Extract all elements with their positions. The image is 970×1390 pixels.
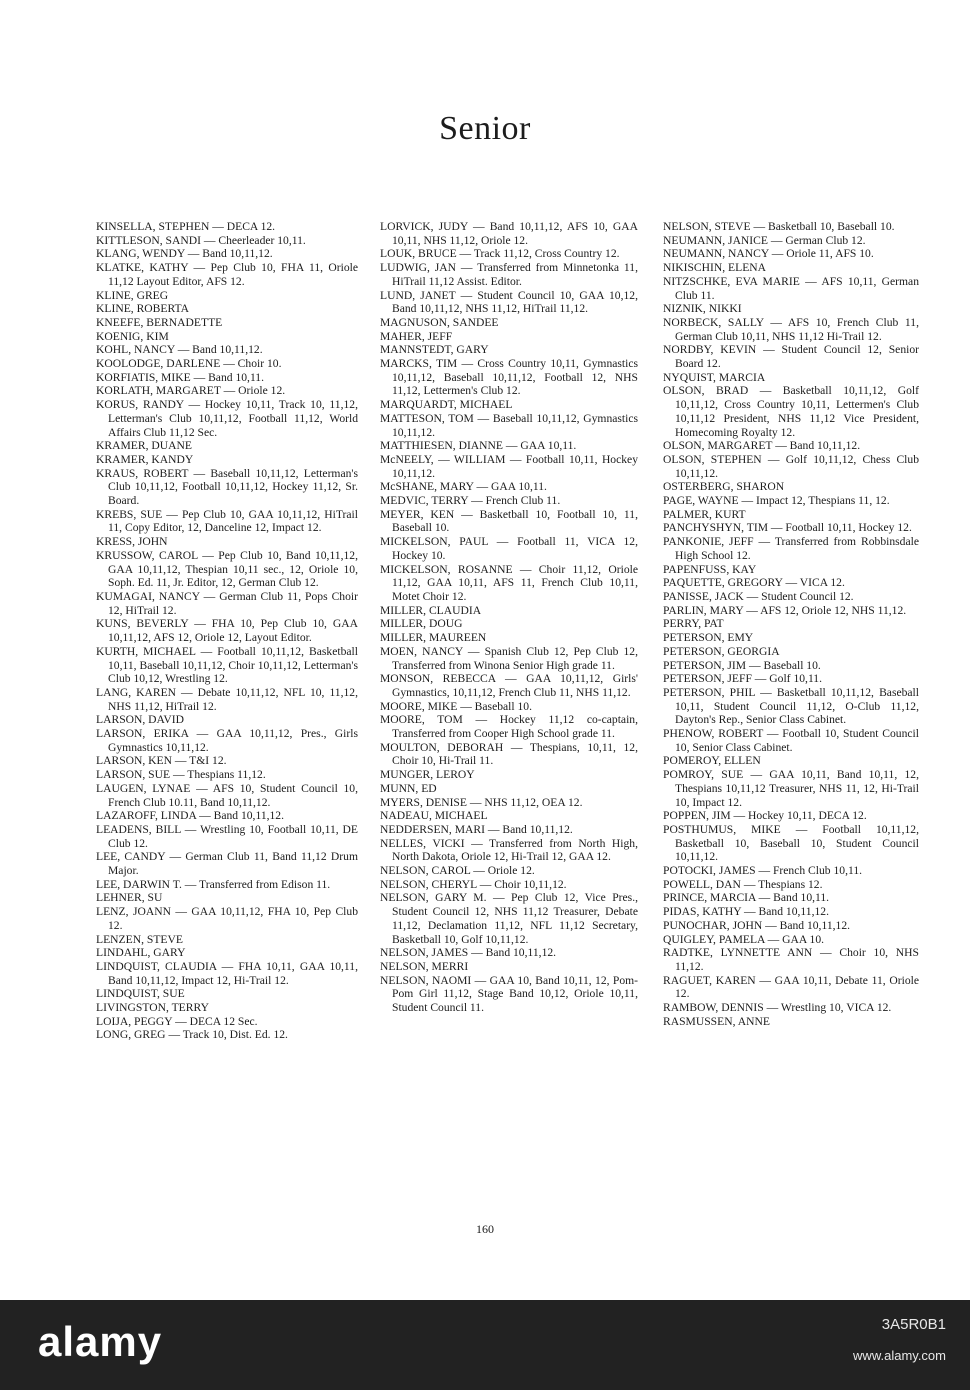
student-entry: PAQUETTE, GREGORY — VICA 12.	[663, 576, 845, 590]
student-entry: MEDVIC, TERRY — French Club 11.	[380, 494, 561, 508]
student-entry: PHENOW, ROBERT — Football 10, Student Council 10, Senior Class Cabinet.	[663, 727, 919, 754]
student-entry: NYQUIST, MARCIA	[663, 370, 766, 384]
student-entry: LUDWIG, JAN — Transferred from Minnetonka 11, HiTrail 11,12 Assist. Editor.	[380, 261, 638, 288]
student-entry: MATTESON, TOM — Baseball 10,11,12, Gymnastics 10,11,12.	[380, 411, 638, 439]
student-entry: LEHNER, SU	[96, 891, 163, 905]
student-entry: NELSON, CHERYL — Choir 10,11,12.	[380, 877, 567, 891]
student-entry: NEUMANN, JANICE — German Club 12.	[663, 233, 866, 247]
student-entry: RAMBOW, DENNIS — Wrestling 10, VICA 12.	[663, 1001, 892, 1015]
page-number: 160	[476, 1222, 494, 1236]
student-entry: LAZAROFF, LINDA — Band 10,11,12.	[96, 809, 285, 823]
student-entry: PRINCE, MARCIA — Band 10,11.	[663, 891, 830, 905]
student-entry: RASMUSSEN, ANNE	[663, 1014, 770, 1028]
student-entry: LANG, KAREN — Debate 10,11,12, NFL 10, 11,12, NHS 11,12, HiTrail 12.	[96, 685, 358, 713]
student-entry: KURTH, MICHAEL — Football 10,11,12, Basketball 10,11, Baseball 10,11,12, Choir 10,11,12, Letterman's Club 10,12, Wrestling 12.	[96, 644, 358, 686]
student-entry: KITTLESON, SANDI — Cheerleader 10,11.	[96, 233, 306, 247]
student-entry: PALMER, KURT	[663, 507, 746, 521]
student-entry: McNEELY, — WILLIAM — Football 10,11, Hockey 10,11,12.	[380, 452, 638, 480]
student-entry: NEDDERSEN, MARI — Band 10,11,12.	[380, 822, 573, 836]
page-title: Senior	[439, 110, 531, 147]
student-entry: KRUSSOW, CAROL — Pep Club 10, Band 10,11,12, GAA 10,11,12, Thespian 10,11 sec., 12, Oriole 10, Soph. Ed. 11, Jr. Editor, 12, German Club 12.	[96, 548, 358, 590]
student-entry: MOORE, MIKE — Baseball 10.	[380, 699, 532, 713]
student-entry: POTOCKI, JAMES — French Club 10,11.	[663, 864, 863, 878]
student-entry: KNEEFE, BERNADETTE	[96, 315, 223, 329]
student-entry: POPPEN, JIM — Hockey 10,11, DECA 12.	[663, 809, 867, 823]
student-entry: LEE, DARWIN T. — Transferred from Edison 11.	[96, 877, 331, 891]
student-entry: LUND, JANET — Student Council 10, GAA 10,12, Band 10,11,12, NHS 11,12, HiTrail 11,12.	[380, 288, 638, 316]
student-entry: KORLATH, MARGARET — Oriole 12.	[96, 384, 286, 398]
student-entry: MYERS, DENISE — NHS 11,12, OEA 12.	[380, 795, 583, 809]
student-entry: MAGNUSON, SANDEE	[380, 315, 499, 329]
student-entry: KINSELLA, STEPHEN — DECA 12.	[96, 220, 276, 233]
student-entry: NORBECK, SALLY — AFS 10, French Club 11, German Club 10,11, NHS 11,12 Hi-Trail 12.	[663, 315, 919, 343]
student-entry: PAPENFUSS, KAY	[663, 562, 757, 576]
student-entry: PANISSE, JACK — Student Council 12.	[663, 589, 854, 603]
student-entry: PIDAS, KATHY — Band 10,11,12.	[663, 905, 829, 919]
student-entry: KUNS, BEVERLY — FHA 10, Pep Club 10, GAA 10,11,12, AFS 12, Oriole 12, Layout Editor.	[96, 617, 358, 645]
student-entry: KORFIATIS, MIKE — Band 10,11.	[96, 370, 265, 384]
student-entry: PETERSON, JEFF — Golf 10,11.	[663, 672, 823, 686]
student-entry: MAHER, JEFF	[380, 329, 453, 343]
student-entry: OSTERBERG, SHARON	[663, 480, 785, 494]
student-entry: NADEAU, MICHAEL	[380, 809, 488, 823]
student-entry: LIVINGSTON, TERRY	[96, 1001, 209, 1015]
student-entry: KOENIG, KIM	[96, 329, 169, 343]
student-entry: QUIGLEY, PAMELA — GAA 10.	[663, 932, 825, 946]
student-entry: NELLES, VICKI — Transferred from North High, North Dakota, Oriole 12, Hi-Trail 12, GAA 12.	[380, 836, 638, 864]
student-entry: KREBS, SUE — Pep Club 10, GAA 10,11,12, HiTrail 11, Copy Editor, 12, Danceline 12, Impact 12.	[96, 507, 358, 535]
student-entry: LARSON, DAVID	[96, 713, 185, 727]
student-entry: PETERSON, JIM — Baseball 10.	[663, 658, 821, 672]
student-entry: MOEN, NANCY — Spanish Club 12, Pep Club 12, Transferred from Winona Senior High grade 11.	[380, 644, 638, 672]
student-entry: POWELL, DAN — Thespians 12.	[663, 877, 823, 891]
student-entry: LINDQUIST, CLAUDIA — FHA 10,11, GAA 10,11, Band 10,11,12, Impact 12, Hi-Trail 12.	[96, 959, 358, 987]
watermark-logo: alamy	[38, 1318, 163, 1365]
roster-column-3	[663, 220, 919, 1028]
student-entry: NITZSCHKE, EVA MARIE — AFS 10,11, German Club 11.	[663, 274, 919, 302]
student-entry: KRAMER, KANDY	[96, 452, 194, 466]
student-entry: PUNOCHAR, JOHN — Band 10,11,12.	[663, 918, 851, 932]
student-entry: MUNGER, LEROY	[380, 768, 475, 782]
student-entry: KLATKE, KATHY — Pep Club 10, FHA 11, Oriole 11,12 Layout Editor, AFS 12.	[96, 261, 358, 288]
student-entry: LAUGEN, LYNAE — AFS 10, Student Council 10, French Club 10.11, Band 10,11,12.	[96, 781, 358, 809]
student-entry: MARQUARDT, MICHAEL	[380, 398, 513, 412]
student-entry: NELSON, STEVE — Basketball 10, Baseball 10.	[663, 220, 895, 233]
student-entry: LOUK, BRUCE — Track 11,12, Cross Country 12.	[380, 247, 620, 261]
student-entry: PANCHYSHYN, TIM — Football 10,11, Hockey 12.	[663, 521, 912, 535]
student-entry: MANNSTEDT, GARY	[380, 343, 489, 357]
student-entry: RAGUET, KAREN — GAA 10,11, Debate 11, Oriole 12.	[663, 973, 919, 1001]
student-entry: MICKELSON, ROSANNE — Choir 11,12, Oriole 11,12, GAA 10,11, AFS 11, French Club 10,11, Motet Choir 12.	[380, 562, 638, 603]
student-entry: LORVICK, JUDY — Band 10,11,12, AFS 10, GAA 10,11, NHS 11,12, Oriole 12.	[380, 220, 638, 247]
student-entry: PETERSON, PHIL — Basketball 10,11,12, Baseball 10,11, Student Council 11,12, O-Club 11,12, Dayton's Rep., Senior Class Cabinet.	[663, 685, 919, 727]
student-entry: LINDQUIST, SUE	[96, 987, 185, 1001]
student-entry: NIZNIK, NIKKI	[663, 302, 742, 316]
student-entry: POMEROY, ELLEN	[663, 754, 761, 768]
student-entry: OLSON, MARGARET — Band 10,11,12.	[663, 439, 861, 453]
student-entry: NEUMANN, NANCY — Oriole 11, AFS 10.	[663, 247, 874, 261]
student-entry: POMROY, SUE — GAA 10,11, Band 10,11, 12, Thespians 10,11,12 Treasurer, NHS 11, 12, Hi-Trail 10, Impact 12.	[663, 768, 919, 809]
student-entry: LINDAHL, GARY	[96, 946, 186, 960]
student-entry: KLANG, WENDY — Band 10,11,12.	[96, 247, 273, 261]
student-entry: MILLER, DOUG	[380, 617, 463, 631]
student-entry: MATTHIESEN, DIANNE — GAA 10,11.	[380, 439, 577, 453]
student-entry: LEE, CANDY — German Club 11, Band 11,12 Drum Major.	[96, 850, 358, 878]
student-entry: KRAMER, DUANE	[96, 439, 192, 453]
student-entry: LOIJA, PEGGY — DECA 12 Sec.	[96, 1014, 258, 1028]
student-entry: LARSON, ERIKA — GAA 10,11,12, Pres., Girls Gymnastics 10,11,12.	[96, 727, 358, 754]
student-entry: MUNN, ED	[380, 781, 437, 795]
student-entry: MILLER, CLAUDIA	[380, 603, 482, 617]
student-entry: KRESS, JOHN	[96, 535, 168, 549]
student-entry: MONSON, REBECCA — GAA 10,11,12, Girls' Gymnastics, 10,11,12, French Club 11, NHS 11,12.	[380, 672, 638, 699]
student-entry: NELSON, JAMES — Band 10,11,12.	[380, 946, 557, 960]
student-entry: MILLER, MAUREEN	[380, 631, 487, 645]
student-entry: PARLIN, MARY — AFS 12, Oriole 12, NHS 11,12.	[663, 603, 907, 617]
student-entry: LENZ, JOANN — GAA 10,11,12, FHA 10, Pep Club 12.	[96, 905, 358, 932]
student-entry: KLINE, GREG	[96, 288, 169, 302]
student-entry: NORDBY, KEVIN — Student Council 12, Senior Board 12.	[663, 343, 919, 371]
student-entry: KORUS, RANDY — Hockey 10,11, Track 10, 11,12, Letterman's Club 10,11,12, Football 11,12, World Affairs Club 11,12 Sec.	[96, 398, 358, 439]
student-entry: KOHL, NANCY — Band 10,11,12.	[96, 343, 263, 357]
student-entry: PAGE, WAYNE — Impact 12, Thespians 11, 12.	[663, 494, 890, 508]
student-entry: OLSON, BRAD — Basketball 10,11,12, Golf 10,11,12, Cross Country 10,11, Lettermen's Club 10,11,12 President, NHS 11,12 Vice President, Homecoming Royalty 12.	[663, 384, 919, 439]
student-entry: NELSON, NAOMI — GAA 10, Band 10,11, 12, Pom-Pom Girl 11,12, Stage Band 10,12, Oriole 10,11, Student Council 11.	[380, 973, 638, 1015]
student-entry: RADTKE, LYNNETTE ANN — Choir 10, NHS 11,12.	[663, 946, 919, 973]
student-entry: PERRY, PAT	[663, 617, 724, 631]
student-entry: LARSON, KEN — T&I 12.	[96, 754, 227, 768]
roster-column-1	[96, 220, 358, 1042]
student-entry: OLSON, STEPHEN — Golf 10,11,12, Chess Club 10,11,12.	[663, 452, 919, 480]
image-code: 3A5R0B1	[881, 1316, 946, 1333]
student-entry: PANKONIE, JEFF — Transferred from Robbinsdale High School 12.	[663, 535, 919, 562]
student-entry: POSTHUMUS, MIKE — Football 10,11,12, Basketball 10, Baseball 10, Student Council 10,11,12.	[663, 822, 919, 864]
student-entry: KLINE, ROBERTA	[96, 302, 190, 316]
roster-column-2	[380, 220, 638, 1015]
student-entry: MOULTON, DEBORAH — Thespians, 10,11, 12, Choir 10, Hi-Trail 11.	[380, 740, 638, 768]
student-entry: MEYER, KEN — Basketball 10, Football 10, 11, Baseball 10.	[380, 507, 638, 535]
student-entry: LARSON, SUE — Thespians 11,12.	[96, 768, 266, 782]
student-entry: McSHANE, MARY — GAA 10,11.	[380, 480, 547, 494]
student-entry: NELSON, CAROL — Oriole 12.	[380, 864, 535, 878]
student-entry: NIKISCHIN, ELENA	[663, 261, 767, 275]
student-entry: KRAUS, ROBERT — Baseball 10,11,12, Letterman's Club 10,11,12, Football 10,11,12, Hockey 11,12, Sr. Board.	[96, 466, 358, 508]
student-entry: MARCKS, TIM — Cross Country 10,11, Gymnastics 10,11,12, Baseball 10,11,12, Football 12, NHS 11,12, Lettermen's Club 12.	[380, 357, 638, 398]
student-entry: LEADENS, BILL — Wrestling 10, Football 10,11, DE Club 12.	[96, 822, 358, 850]
student-entry: PETERSON, EMY	[663, 631, 754, 645]
student-entry: LONG, GREG — Track 10, Dist. Ed. 12.	[96, 1028, 288, 1042]
student-entry: NELSON, GARY M. — Pep Club 12, Vice Pres., Student Council 12, NHS 11,12 Treasurer, Debate 11,12, Declamation 11,12, NFL 11,12 Secretary, Basketball 10, Golf 10,11,12.	[380, 891, 638, 946]
student-entry: NELSON, MERRI	[380, 959, 469, 973]
student-entry: MICKELSON, PAUL — Football 11, VICA 12, Hockey 10.	[380, 535, 638, 562]
student-entry: KOOLODGE, DARLENE — Choir 10.	[96, 357, 282, 371]
student-entry: PETERSON, GEORGIA	[663, 644, 780, 658]
student-entry: KUMAGAI, NANCY — German Club 11, Pops Choir 12, HiTrail 12.	[96, 589, 358, 617]
watermark-url: www.alamy.com	[853, 1348, 946, 1363]
student-entry: LENZEN, STEVE	[96, 932, 183, 946]
student-entry: MOORE, TOM — Hockey 11,12 co-captain, Transferred from Cooper High School grade 11.	[380, 713, 638, 741]
